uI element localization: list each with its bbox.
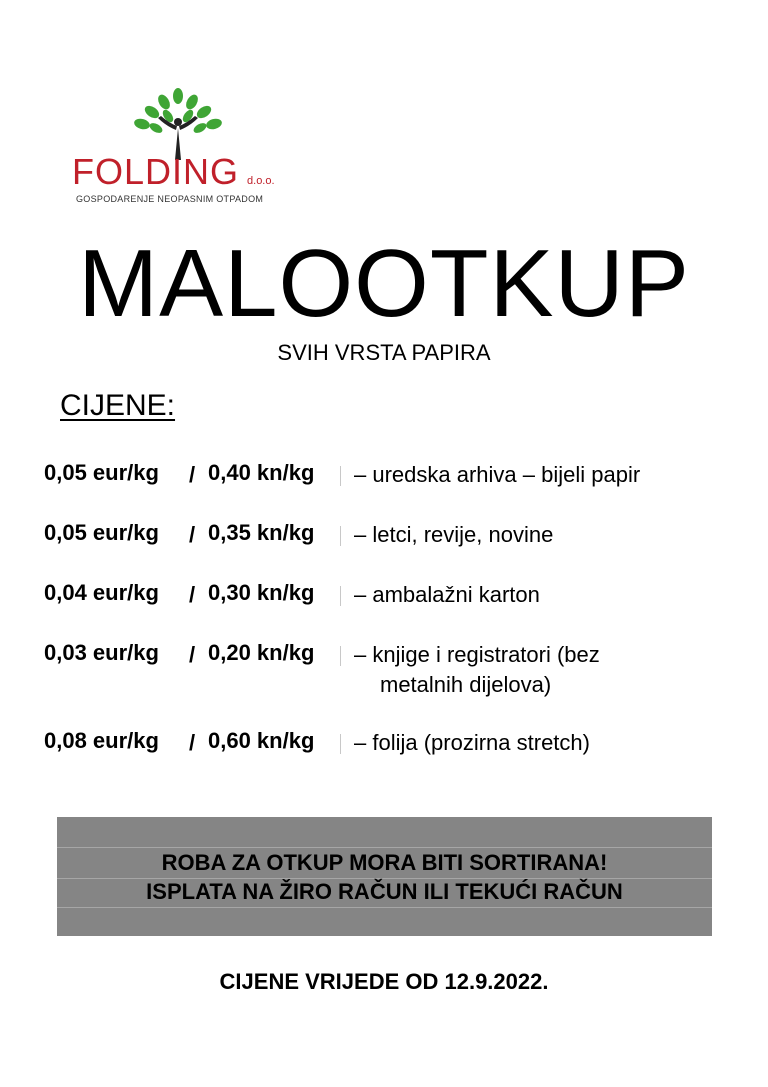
- price-kn: 0,30 kn/kg: [208, 580, 315, 605]
- divider: [340, 734, 341, 754]
- price-kn: 0,20 kn/kg: [208, 640, 315, 665]
- price-row: [0, 578, 768, 638]
- price-kn: 0,60 kn/kg: [208, 728, 315, 753]
- price-eur: 0,05 eur/kg: [44, 460, 159, 485]
- price-description: [354, 580, 734, 610]
- price-description: [354, 728, 734, 758]
- price-row: [0, 726, 768, 786]
- logo-wordmark: [72, 150, 275, 190]
- prices-heading: CIJENE:: [60, 389, 176, 422]
- page-title: MALOOTKUP: [78, 230, 690, 337]
- price-separator: /: [189, 582, 196, 607]
- logo-tagline: GOSPODARENJE NEOPASNIM OTPADOM: [76, 194, 264, 204]
- price-separator: /: [189, 642, 196, 667]
- notice-box: [57, 817, 712, 936]
- divider: [340, 466, 341, 486]
- price-eur: 0,08 eur/kg: [44, 728, 159, 753]
- notice-line-payment: ISPLATA NA ŽIRO RAČUN ILI TEKUĆI RAČUN: [146, 879, 623, 904]
- price-description-text: – uredska arhiva – bijeli papir: [354, 462, 641, 487]
- validity-note: CIJENE VRIJEDE OD 12.9.2022.: [219, 969, 549, 994]
- price-row: [0, 638, 768, 698]
- company-logo: [72, 88, 292, 208]
- price-separator: /: [189, 462, 196, 487]
- price-separator: /: [189, 730, 196, 755]
- divider: [57, 907, 712, 908]
- price-eur: 0,04 eur/kg: [44, 580, 159, 605]
- logo-name: FOLDING: [72, 151, 240, 192]
- price-eur: 0,03 eur/kg: [44, 640, 159, 665]
- logo-suffix: d.o.o.: [247, 175, 275, 187]
- price-description-text: – ambalažni karton: [354, 582, 540, 607]
- price-row: [0, 518, 768, 578]
- divider: [340, 586, 341, 606]
- divider: [340, 526, 341, 546]
- price-kn: 0,40 kn/kg: [208, 460, 315, 485]
- price-separator: /: [189, 522, 196, 547]
- price-description-text: – knjige i registratori (bez: [354, 642, 600, 667]
- price-eur: 0,05 eur/kg: [44, 520, 159, 545]
- divider: [57, 847, 712, 848]
- price-description-text: – folija (prozirna stretch): [354, 730, 590, 755]
- price-description-text: – letci, revije, novine: [354, 522, 554, 547]
- divider: [340, 646, 341, 666]
- page-subtitle: SVIH VRSTA PAPIRA: [277, 340, 491, 365]
- price-description: [354, 520, 734, 550]
- price-row: [0, 458, 768, 518]
- price-description: [354, 640, 734, 700]
- price-kn: 0,35 kn/kg: [208, 520, 315, 545]
- notice-line-sorting: ROBA ZA OTKUP MORA BITI SORTIRANA!: [161, 850, 608, 875]
- price-description-continuation: metalnih dijelova): [380, 672, 552, 697]
- price-description: [354, 460, 734, 490]
